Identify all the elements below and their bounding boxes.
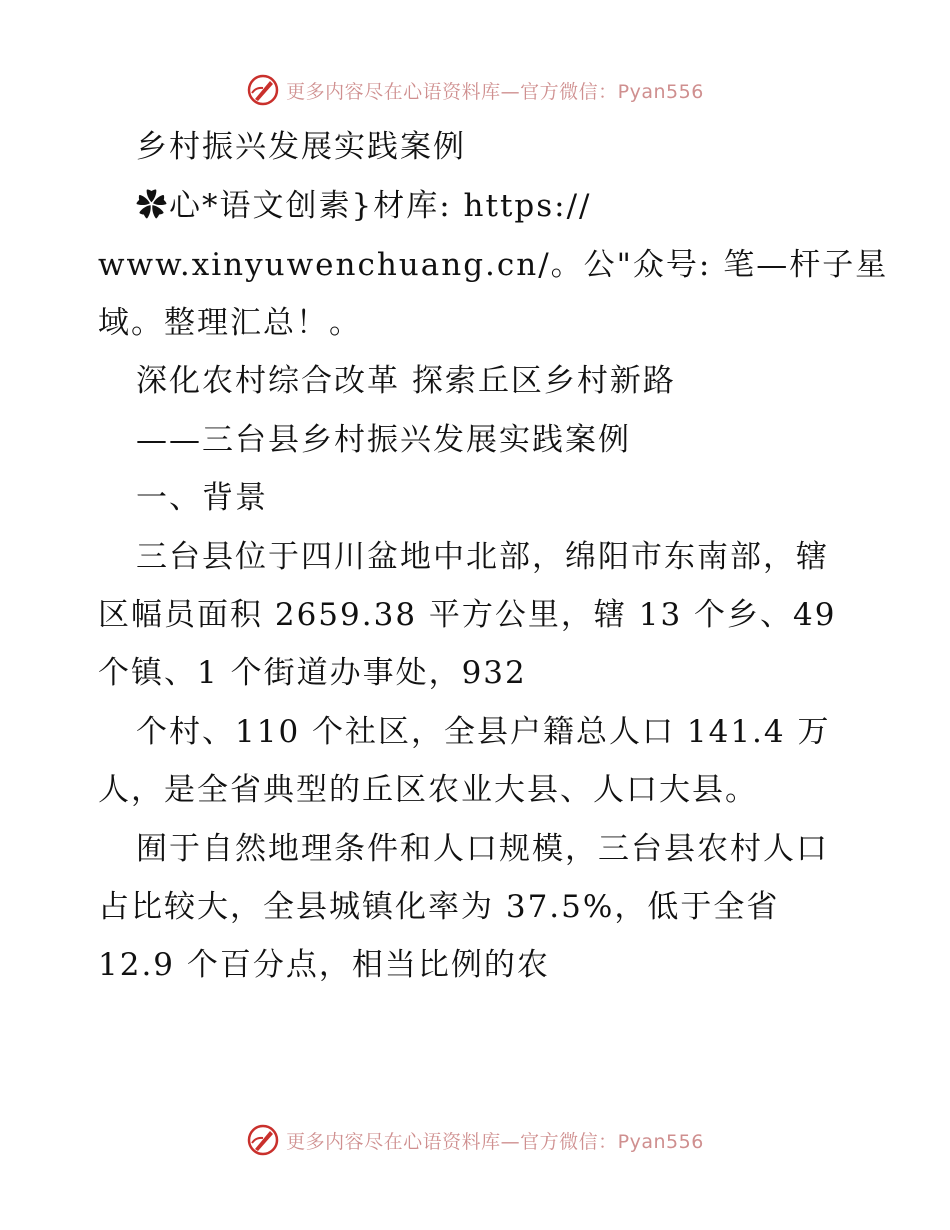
text-line: 三台县位于四川盆地中北部，绵阳市东南部，辖: [136, 539, 829, 575]
text-line: 占比较大，全县城镇化率为 37.5%，低于全省: [98, 889, 780, 925]
section-heading: 一、背景: [136, 480, 268, 516]
watermark-text: 更多内容尽在心语资料库—官方微信：Pyan556: [286, 80, 704, 103]
text-line: 12.9 个百分点，相当比例的农: [98, 947, 550, 983]
text-line: 域。整理汇总！。: [98, 305, 362, 341]
text-line: ✿心*语文创素}材库: https://: [136, 188, 592, 224]
text-line: www.xinyuwenchuang.cn/。公"众号: 笔—杆子星: [98, 247, 889, 283]
text-line: 区幅员面积 2659.38 平方公里，辖 13 个乡、49: [98, 597, 837, 633]
section-subheading: ——三台县乡村振兴发展实践案例: [136, 422, 631, 458]
text-line: 个镇、1 个街道办事处，932: [98, 655, 527, 691]
text-line: 个村、110 个社区，全县户籍总人口 141.4 万: [136, 714, 831, 750]
header-watermark: [0, 70, 950, 110]
footer-watermark: [0, 1120, 950, 1160]
text-line: 人，是全省典型的丘区农业大县、人口大县。: [98, 772, 758, 808]
doc-title: 乡村振兴发展实践案例: [136, 129, 466, 165]
watermark-text: 更多内容尽在心语资料库—官方微信：Pyan556: [286, 1130, 704, 1153]
quill-logo-icon: [246, 73, 280, 107]
text-line: 囿于自然地理条件和人口规模，三台县农村人口: [136, 831, 829, 867]
quill-logo-icon: [246, 1123, 280, 1157]
section-heading: 深化农村综合改革 探索丘区乡村新路: [136, 363, 676, 399]
